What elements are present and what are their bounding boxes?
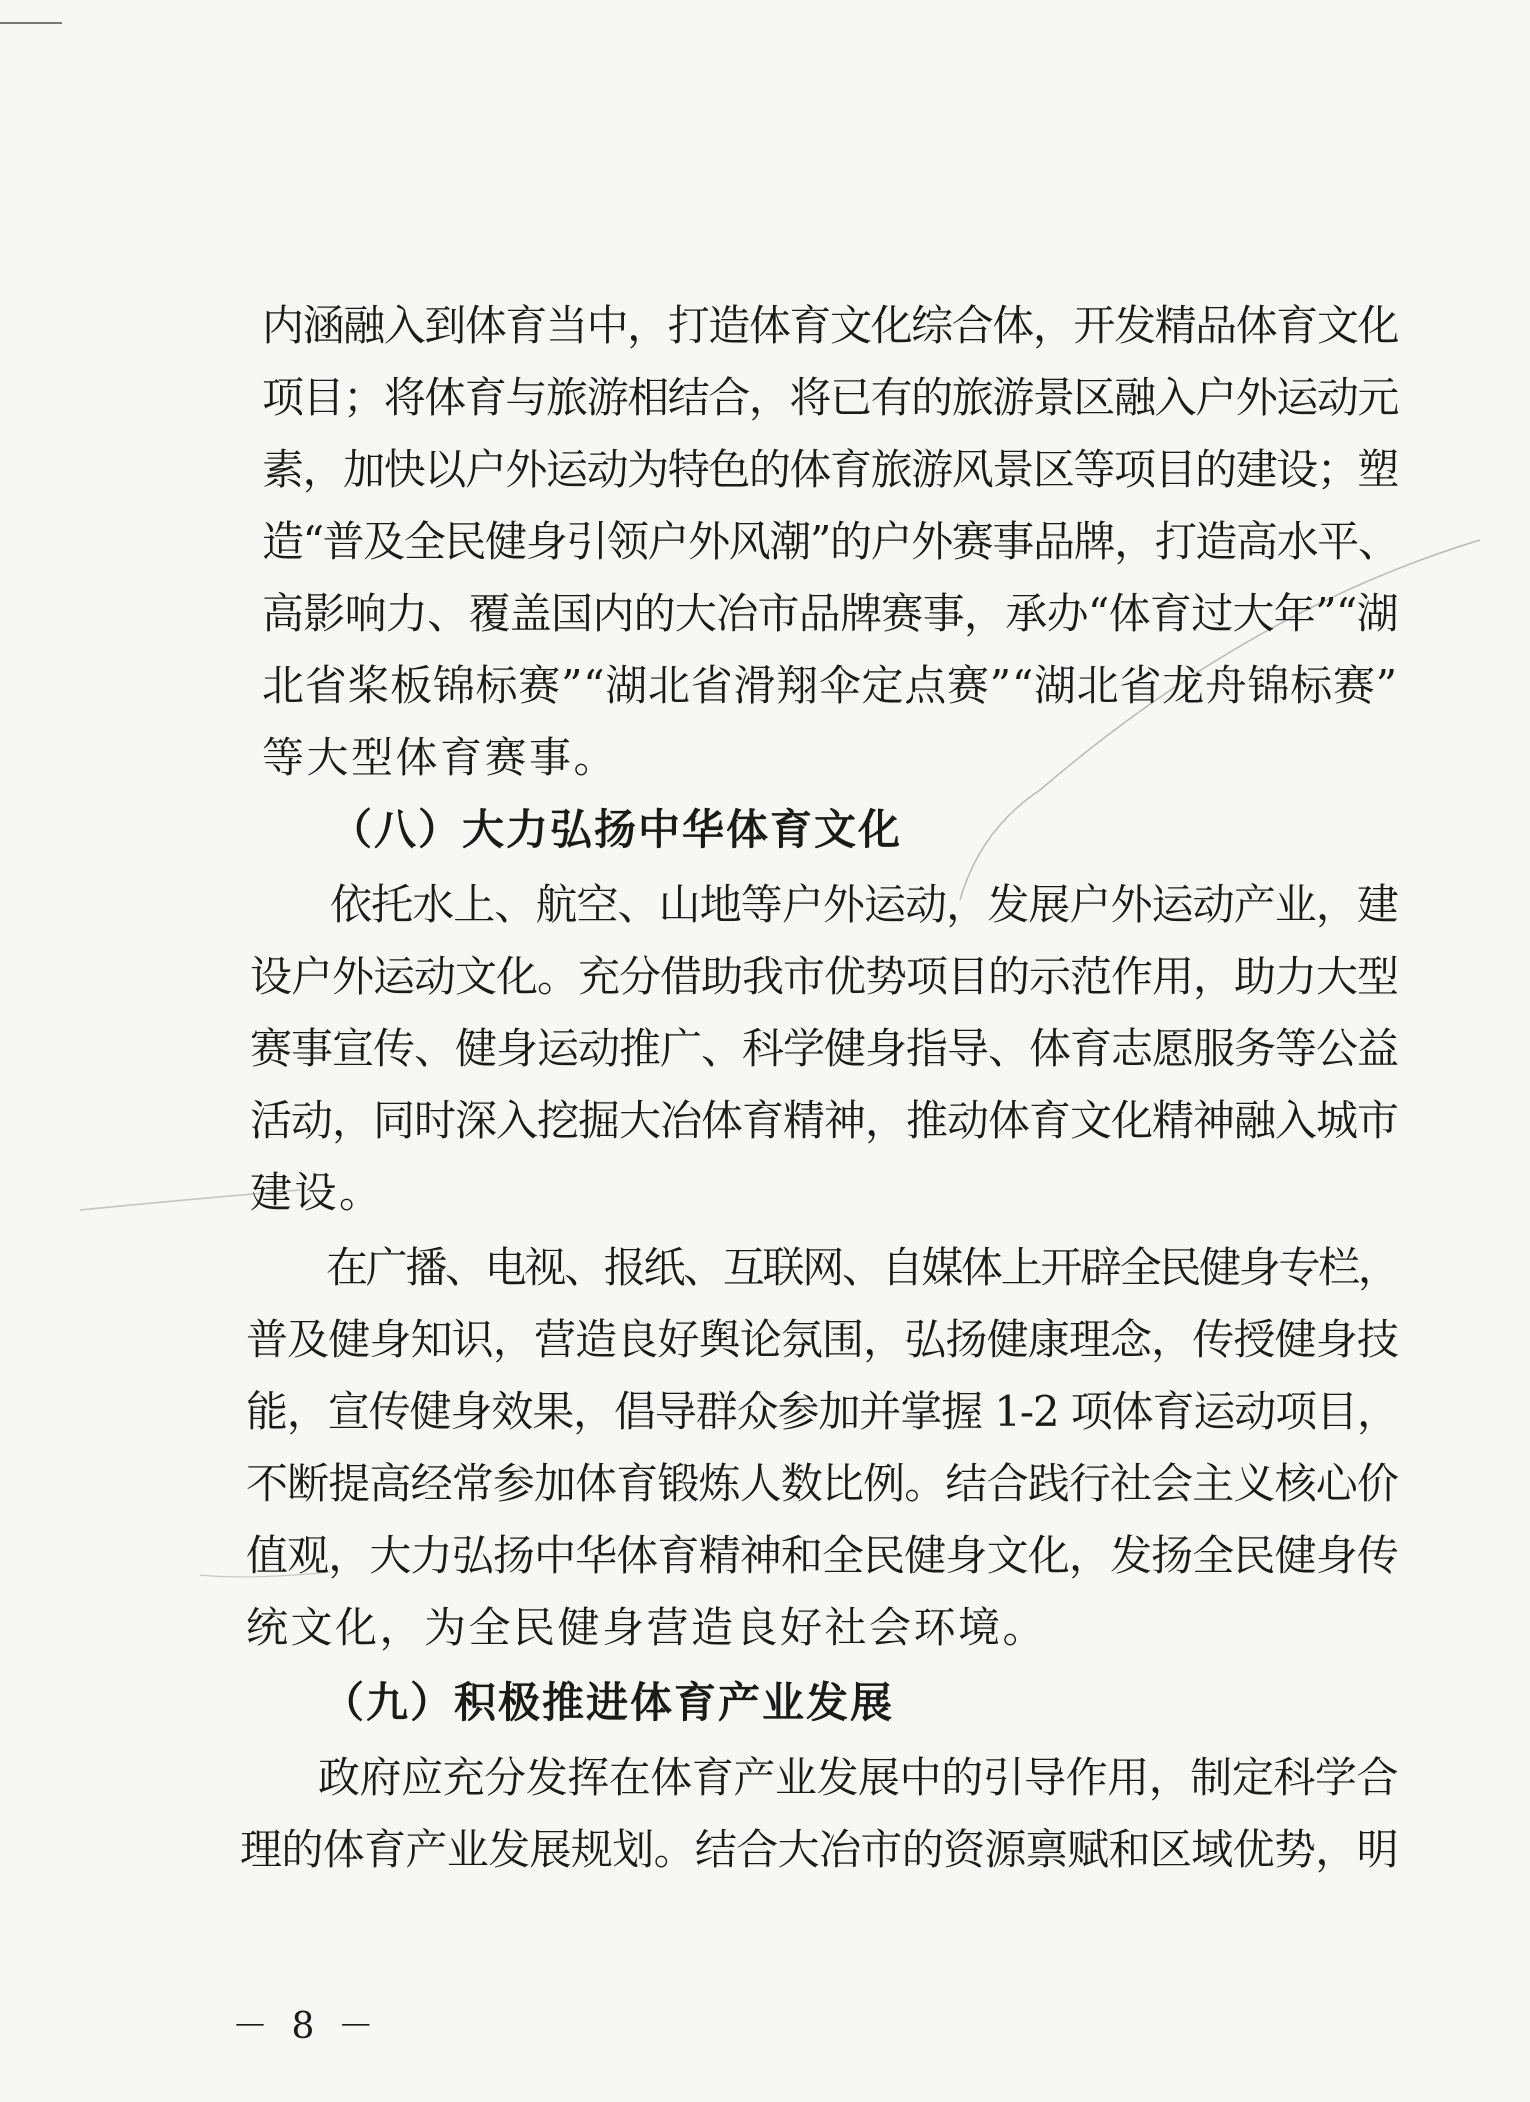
body-line: 项目；将体育与旅游相结合，将已有的旅游景区融入户外运动元 [262,373,1399,422]
body-line: 普及健身知识，营造良好舆论氛围，弘扬健康理念，传授健身技 [246,1315,1399,1364]
body-line: 统文化，为全民健身营造良好社会环境。 [246,1603,1048,1652]
body-line: 能，宣传健身效果，倡导群众参加并掌握 1-2 项体育运动项目， [246,1387,1398,1436]
body-line: 素，加快以户外运动为特色的体育旅游风景区等项目的建设；塑 [262,445,1399,494]
body-line: 内涵融入到体育当中，打造体育文化综合体，开发精品体育文化 [262,301,1399,350]
body-line: 值观，大力弘扬中华体育精神和全民健身文化，发扬全民健身传 [246,1531,1399,1580]
page-number: － 8 － [232,2006,380,2047]
body-line: 依托水上、航空、山地等户外运动，发展户外运动产业，建 [330,880,1399,929]
body-line: 设户外运动文化。充分借助我市优势项目的示范作用，助力大型 [250,952,1399,1001]
section-heading-8: （八）大力弘扬中华体育文化 [330,805,903,854]
body-line: 活动，同时深入挖掘大冶体育精神，推动体育文化精神融入城市 [250,1096,1399,1145]
body-line: 不断提高经常参加体育锻炼人数比例。结合践行社会主义核心价 [246,1459,1399,1508]
body-line: 高影响力、覆盖国内的大冶市品牌赛事，承办“体育过大年”“湖 [262,589,1398,638]
body-line: 在广播、电视、报纸、互联网、自媒体上开辟全民健身专栏， [326,1243,1398,1292]
body-line: 造“普及全民健身引领户外风潮”的户外赛事品牌，打造高水平、 [262,517,1399,566]
scan-corner-mark [0,22,62,24]
body-line: 理的体育产业发展规划。结合大冶市的资源禀赋和区域优势，明 [240,1825,1399,1874]
body-line: 建设。 [250,1168,384,1217]
body-line: 政府应充分发挥在体育产业发展中的引导作用，制定科学合 [318,1753,1399,1802]
body-line: 北省桨板锦标赛”“湖北省滑翔伞定点赛”“湖北省龙舟锦标赛” [262,661,1398,710]
section-heading-9: （九）积极推进体育产业发展 [322,1678,895,1727]
body-line: 等大型体育赛事。 [262,733,619,782]
body-line: 赛事宣传、健身运动推广、科学健身指导、体育志愿服务等公益 [250,1024,1399,1073]
